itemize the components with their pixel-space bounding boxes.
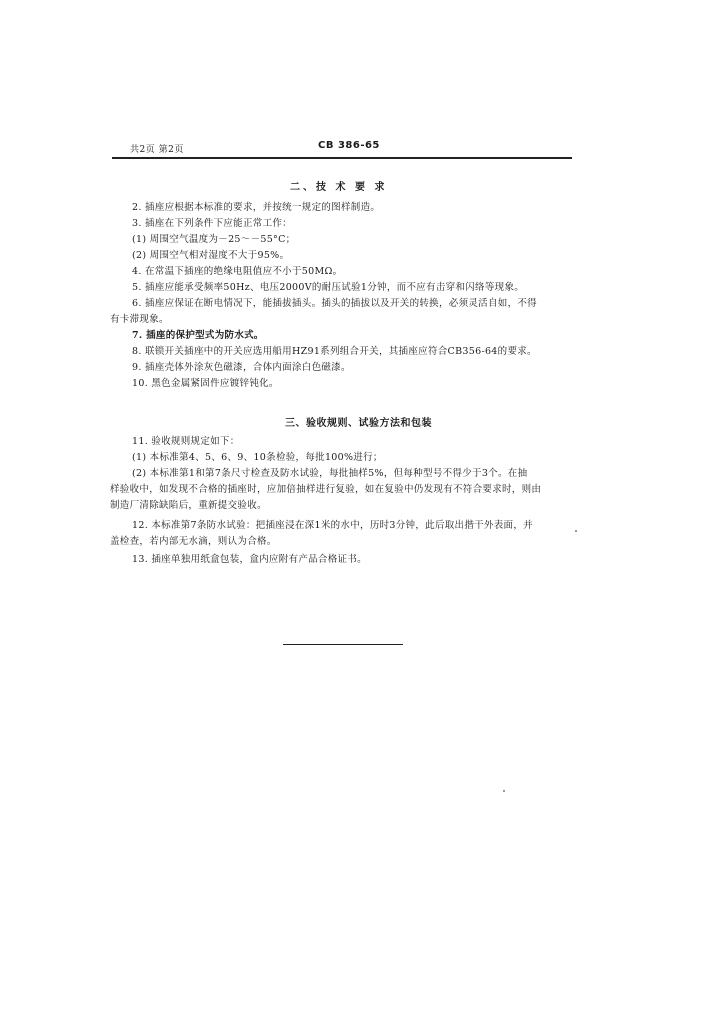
paragraph-line: 11. 验收规则规定如下： bbox=[132, 436, 240, 447]
paragraph-line: 8. 联锁开关插座中的开关应选用船用HZ91系列组合开关，其插座应符合CB356-64的要求。 bbox=[132, 346, 537, 357]
paragraph-line: 盖检查，若内部无水滴，则认为合格。 bbox=[110, 536, 277, 547]
section-heading-technical-requirements: 二、技 术 要 求 bbox=[290, 182, 388, 193]
paragraph-line: 10. 黑色金属紧固件应镀锌钝化。 bbox=[132, 378, 279, 389]
scan-speck bbox=[503, 790, 505, 792]
end-of-document-rule bbox=[283, 644, 403, 645]
paragraph-line: 有卡滞现象。 bbox=[110, 314, 169, 325]
paragraph-line: 4. 在常温下插座的绝缘电阻值应不小于50MΩ。 bbox=[132, 266, 343, 277]
paragraph-line: 5. 插座应能承受频率50Hz、电压2000V的耐压试验1分钟，而不应有击穿和闪络等现象。 bbox=[132, 282, 525, 293]
paragraph-line: 6. 插座应保证在断电情况下，能插拔插头。插头的插拔以及开关的转换，必须灵活自如，不得 bbox=[132, 298, 537, 309]
paragraph-line: 9. 插座壳体外涂灰色磁漆，合体内面涂白色磁漆。 bbox=[132, 362, 351, 373]
page-count-label: 共2页 第2页 bbox=[130, 145, 184, 155]
standard-code: CB 386-65 bbox=[318, 140, 380, 151]
paragraph-line: (2) 本标准第1和第7条尺寸检查及防水试验，每批抽样5%，但每种型号不得少于3个。在抽 bbox=[132, 468, 528, 479]
paragraph-line: 制造厂清除缺陷后，重新提交验收。 bbox=[110, 500, 267, 511]
paragraph-line: (1) 本标准第4、5、6、9、10条检验，每批100%进行； bbox=[132, 452, 383, 463]
section-heading-acceptance-rules: 三、验收规则、试验方法和包装 bbox=[285, 418, 432, 429]
paragraph-line: 2. 插座应根据本标准的要求，并按统一规定的图样制造。 bbox=[132, 202, 381, 213]
scan-speck bbox=[575, 530, 577, 532]
paragraph-line: (2) 周围空气相对湿度不大于95%。 bbox=[132, 250, 290, 261]
paragraph-line: 样验收中，如发现不合格的插座时，应加倍抽样进行复验，如在复验中仍发现有不符合要求时，则由 bbox=[110, 484, 542, 495]
paragraph-line: 3. 插座在下列条件下应能正常工作： bbox=[132, 218, 292, 229]
header-rule bbox=[112, 157, 572, 159]
paragraph-line: 13. 插座单独用纸盒包装，盒内应附有产品合格证书。 bbox=[132, 554, 367, 565]
paragraph-line: 12. 本标准第7条防水试验：把插座浸在深1米的水中，历时3分钟，此后取出揩干外表面，并 bbox=[132, 520, 533, 531]
paragraph-line: 7. 插座的保护型式为防水式。 bbox=[132, 330, 264, 341]
paragraph-line: (1) 周围空气温度为－25～－55°C； bbox=[132, 234, 296, 245]
